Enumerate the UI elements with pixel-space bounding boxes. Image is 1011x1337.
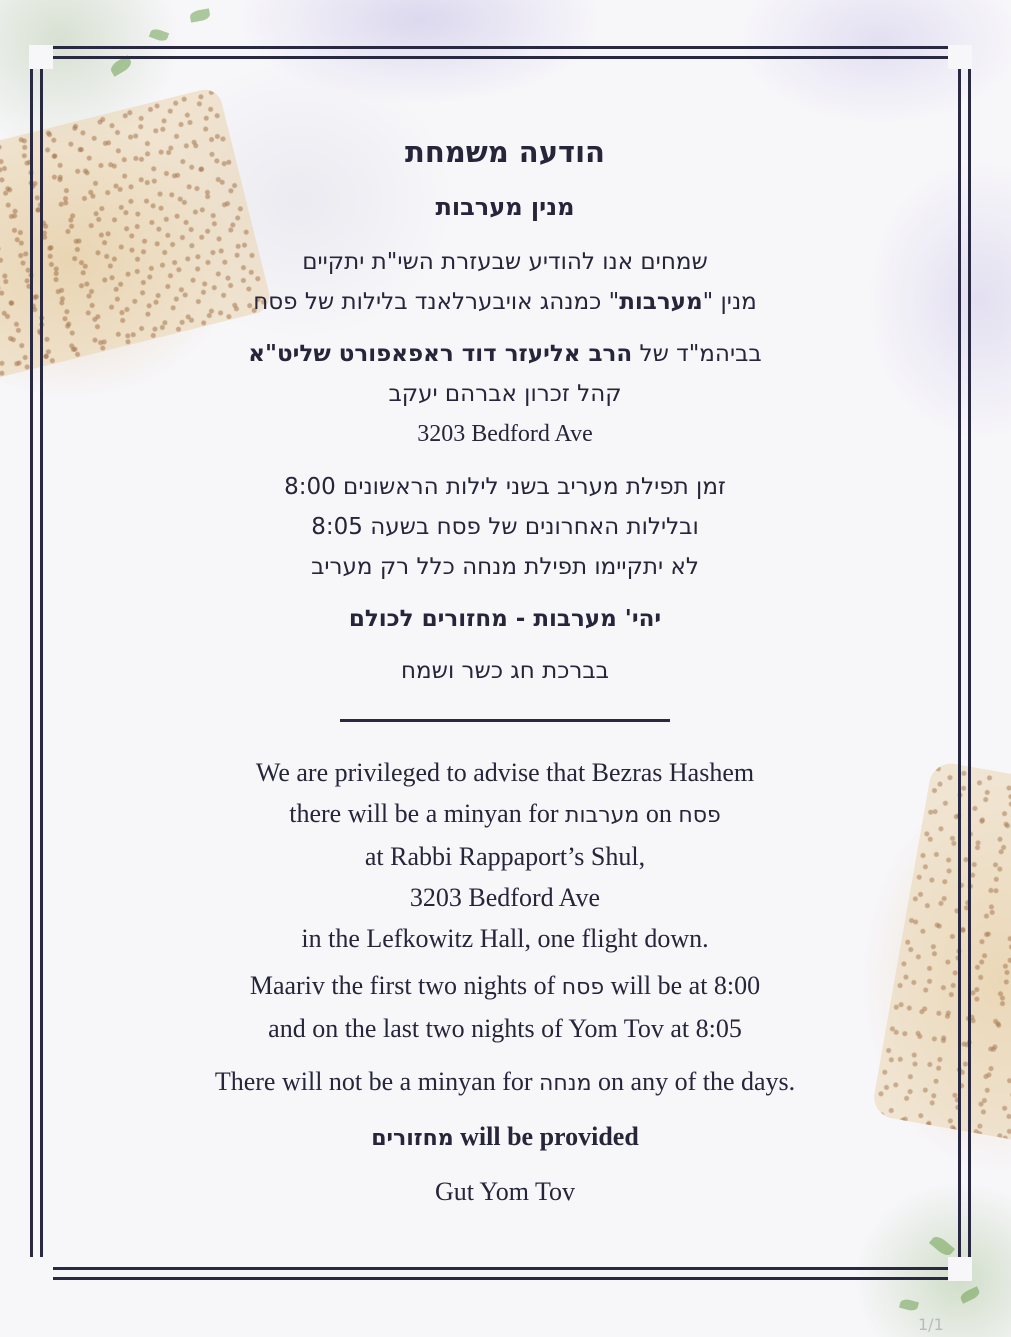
hebrew-line-rabbi [80, 334, 930, 374]
english-line-maariv-first-a: Maariv the first two nights of [249, 971, 562, 1000]
hebrew-line-rabbi-name: הרב אליעזר דוד ראפאפורט שליט"א [248, 341, 633, 367]
english-line-maariv-first [80, 965, 930, 1008]
english-line-minyan-heb1: מערבות [565, 803, 640, 828]
english-line-address: 3203 Bedford Ave [409, 883, 601, 912]
hebrew-line-minyan-bold: מערבות [619, 289, 703, 315]
hebrew-subtitle: מנין מערבות [435, 193, 575, 221]
frame-corner-notch [948, 1257, 972, 1281]
english-line-no-mincha [80, 1061, 930, 1104]
hebrew-section-address: 3203 Bedford Ave [417, 421, 593, 447]
hebrew-line-time-last: ובלילות האחרונים של פסח בשעה 8:05 [311, 514, 699, 540]
frame-corner-notch [948, 45, 972, 69]
english-line-maariv-first-b: will be at 8:00 [604, 971, 761, 1000]
english-line-privileged: We are privileged to advise that Bezras Hashem [255, 758, 755, 787]
english-line-minyan-heb2: פסח [678, 803, 721, 828]
notice-content [80, 120, 930, 1212]
english-line-no-mincha-a: There will not be a minyan for [214, 1067, 540, 1096]
hebrew-line-announce: שמחים אנו להודיע שבעזרת השי"ת יתקיים [302, 249, 708, 275]
hebrew-line-no-mincha: לא יתקיימו תפילת מנחה כלל רק מעריב [311, 554, 699, 580]
hebrew-line-minyan-a: מנין " [702, 289, 757, 315]
hebrew-line-rabbi-a: בביהמ"ד של [632, 341, 762, 367]
english-line-minyan-b: on [639, 799, 679, 828]
english-line-shul: at Rabbi Rappaport’s Shul, [364, 842, 646, 871]
frame-inner-joint [51, 67, 54, 69]
english-line-minyan-a: there will be a minyan for [289, 799, 566, 828]
frame-corner-notch [29, 1257, 53, 1281]
english-line-maariv-last: and on the last two nights of Yom Tov at 8:05 [268, 1014, 742, 1043]
hebrew-line-minyan [80, 282, 930, 322]
hebrew-line-machzorim: יהי' מערבות - מחזורים לכולם [348, 606, 662, 632]
english-line-hall: in the Lefkowitz Hall, one flight down. [301, 924, 709, 953]
hebrew-title: הודעה משמחת [405, 135, 605, 169]
english-line-no-mincha-b: on any of the days. [591, 1067, 796, 1096]
hebrew-line-minyan-b: " כמנהג אויבערלאנד בלילות של פסח [253, 289, 620, 315]
english-line-gut-yom-tov: Gut Yom Tov [434, 1177, 576, 1206]
english-line-no-mincha-heb: מנחה [539, 1071, 592, 1096]
hebrew-line-blessing: בברכת חג כשר ושמח [401, 658, 609, 684]
section-divider [340, 719, 670, 722]
english-line-machzorim-heb: מחזורים [371, 1126, 454, 1151]
english-line-maariv-first-heb: פסח [561, 975, 605, 1000]
english-line-machzorim [80, 1116, 930, 1159]
hebrew-line-congregation: קהל זכרון אברהם יעקב [388, 381, 622, 407]
hebrew-line-time-first: זמן תפילת מעריב בשני לילות הראשונים 8:00 [284, 474, 726, 500]
english-line-machzorim-b: will be provided [453, 1122, 639, 1151]
english-line-minyan [80, 793, 930, 836]
frame-corner-notch [29, 45, 53, 69]
page-indicator: 1/1 [918, 1315, 944, 1334]
